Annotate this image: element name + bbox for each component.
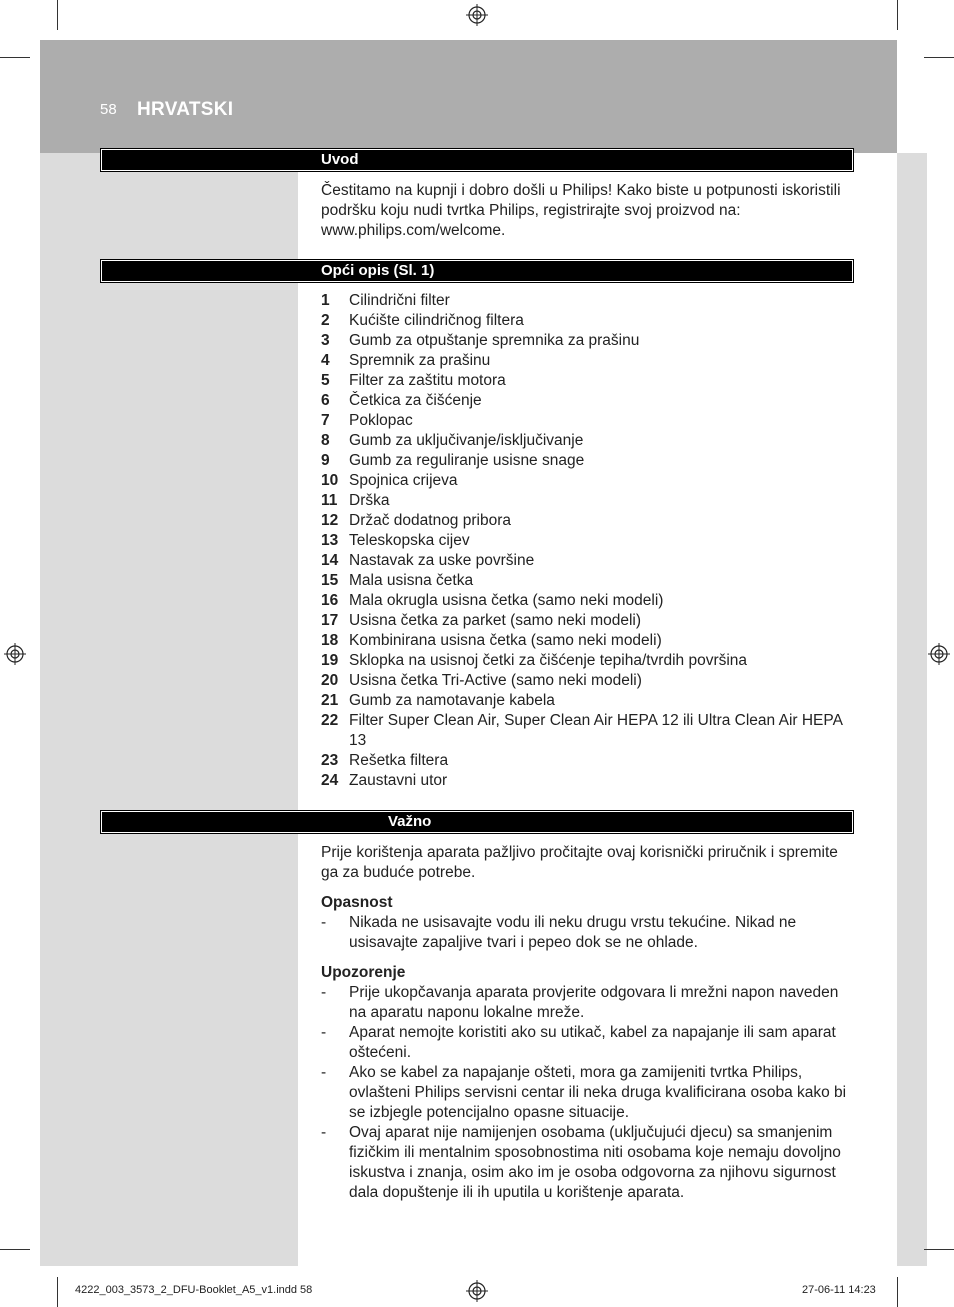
list-item-text: Prije ukopčavanja aparata provjerite odgovara li mrežni napon naveden na aparatu naponu lokalne mreže. (349, 984, 839, 1021)
list-item (321, 371, 857, 391)
list-item-text: Usisna četka za parket (samo neki modeli) (349, 612, 642, 629)
crop-mark-bottom-right-h (924, 1249, 954, 1250)
dash-bullet: - (321, 1064, 327, 1081)
left-margin-column (40, 153, 298, 1266)
crop-mark-top-right-v (897, 0, 898, 30)
crop-mark-bottom-left-v (57, 1277, 58, 1307)
list-item (321, 551, 857, 571)
registration-mark-left-icon (4, 643, 26, 665)
list-item-number: 8 (321, 432, 330, 449)
list-item-text: Poklopac (349, 412, 413, 429)
list-item (321, 913, 857, 953)
list-item (321, 751, 857, 771)
warning-heading: Upozorenje (321, 964, 406, 981)
list-item-number: 18 (321, 632, 339, 649)
header-band (40, 40, 897, 153)
important-intro: Prije korištenja aparata pažljivo pročitajte ovaj korisnički priručnik i spremite ga za buduće potrebe. (321, 844, 838, 881)
list-item-number: 16 (321, 592, 339, 609)
list-item-text: Nastavak za uske površine (349, 552, 535, 569)
important-text-block (321, 843, 857, 1203)
crop-mark-top-right-h (924, 57, 954, 58)
list-item-text: Spojnica crijeva (349, 472, 458, 489)
list-item-number: 7 (321, 412, 330, 429)
list-item-text: Kućište cilindričnog filtera (349, 312, 524, 329)
list-item-number: 17 (321, 612, 339, 629)
section-bar-important (100, 810, 854, 834)
registration-mark-right-icon (928, 643, 950, 665)
list-item-text: Držač dodatnog pribora (349, 512, 511, 529)
list-item-number: 23 (321, 752, 339, 769)
list-item (321, 1063, 857, 1123)
list-item (321, 771, 857, 791)
section-title-important: Važno (388, 813, 432, 830)
list-item-number: 2 (321, 312, 330, 329)
list-item-number: 19 (321, 652, 339, 669)
list-item-text: Gumb za reguliranje usisne snage (349, 452, 585, 469)
dash-bullet: - (321, 1024, 327, 1041)
list-item-text: Filter za zaštitu motora (349, 372, 506, 389)
list-item (321, 311, 857, 331)
list-item-text: Mala usisna četka (349, 572, 474, 589)
list-item-number: 3 (321, 332, 330, 349)
list-item (321, 571, 857, 591)
list-item-text: Zaustavni utor (349, 772, 448, 789)
list-item-number: 12 (321, 512, 339, 529)
warning-list (321, 983, 857, 1203)
intro-paragraph: Čestitamo na kupnji i dobro došli u Philips! Kako biste u potpunosti iskoristili podršku koju nudi tvrtka Philips, registrirajte svoj proizvod na: www.philips.com/welcome. (321, 182, 841, 239)
list-item-text: Rešetka filtera (349, 752, 449, 769)
list-item-text: Kombinirana usisna četka (samo neki modeli) (349, 632, 662, 649)
list-item-text: Gumb za uključivanje/isključivanje (349, 432, 584, 449)
list-item-number: 15 (321, 572, 339, 589)
list-item-number: 4 (321, 352, 330, 369)
section-bar-intro (100, 148, 854, 172)
dash-bullet: - (321, 984, 327, 1001)
list-item (321, 651, 857, 671)
list-item (321, 351, 857, 371)
list-item-number: 5 (321, 372, 330, 389)
crop-mark-top-left-v (57, 0, 58, 30)
list-item-number: 6 (321, 392, 330, 409)
list-item-text: Filter Super Clean Air, Super Clean Air HEPA 12 ili Ultra Clean Air HEPA 13 (349, 712, 843, 749)
list-item (321, 511, 857, 531)
list-item-number: 13 (321, 532, 339, 549)
danger-heading: Opasnost (321, 894, 393, 911)
crop-mark-bottom-right-v (897, 1277, 898, 1307)
list-item-number: 10 (321, 472, 339, 489)
dash-bullet: - (321, 914, 327, 931)
list-item (321, 291, 857, 311)
list-item (321, 431, 857, 451)
list-item-text: Ovaj aparat nije namijenjen osobama (uključujući djecu) sa smanjenim fizičkim ili mentalnim sposobnostima niti osobama koje nemaju dovoljno iskustva i znanja, osim ako im je osoba odgovorna za njihovu sigurnost dala dopuštenje ili ih uputila u korištenje aparata. (349, 1124, 841, 1201)
list-item (321, 711, 857, 751)
list-item-number: 24 (321, 772, 339, 789)
list-item-text: Gumb za namotavanje kabela (349, 692, 555, 709)
list-item (321, 451, 857, 471)
list-item-number: 21 (321, 692, 339, 709)
list-item (321, 411, 857, 431)
list-item-number: 9 (321, 452, 330, 469)
list-item (321, 591, 857, 611)
list-item-number: 20 (321, 672, 339, 689)
crop-mark-bottom-left-h (0, 1249, 30, 1250)
list-item-number: 14 (321, 552, 339, 569)
footer-file-name: 4222_003_3573_2_DFU-Booklet_A5_v1.indd 58 (75, 1284, 313, 1296)
registration-mark-bottom-icon (466, 1280, 488, 1302)
dash-bullet: - (321, 1124, 327, 1141)
list-item (321, 983, 857, 1023)
list-item (321, 491, 857, 511)
language-title: HRVATSKI (137, 99, 234, 120)
list-item-text: Mala okrugla usisna četka (samo neki modeli) (349, 592, 664, 609)
list-item (321, 531, 857, 551)
list-item (321, 1023, 857, 1063)
right-margin-strip (897, 153, 927, 1266)
list-item-number: 22 (321, 712, 339, 729)
section-bar-general (100, 259, 854, 283)
list-item-text: Ako se kabel za napajanje ošteti, mora ga zamijeniti tvrtka Philips, ovlašteni Philips servisni centar ili neka druga kvalificirana osoba kako bi se izbjegle potencijalno opasne situacije. (349, 1064, 847, 1121)
list-item (321, 1123, 857, 1203)
list-item-text: Usisna četka Tri-Active (samo neki modeli) (349, 672, 642, 689)
list-item (321, 671, 857, 691)
list-item-text: Četkica za čišćenje (349, 392, 482, 409)
list-item (321, 471, 857, 491)
list-item-number: 1 (321, 292, 330, 309)
list-item-text: Drška (349, 492, 390, 509)
list-item (321, 631, 857, 651)
crop-mark-top-left-h (0, 57, 30, 58)
list-item-text: Nikada ne usisavajte vodu ili neku drugu vrstu tekućine. Nikad ne usisavajte zapaljive tvari i pepeo dok se ne ohlade. (349, 914, 797, 951)
list-item (321, 331, 857, 351)
list-item (321, 611, 857, 631)
list-item-text: Teleskopska cijev (349, 532, 470, 549)
intro-text-block (321, 181, 857, 241)
danger-list (321, 913, 857, 953)
list-item-text: Sklopka na usisnoj četki za čišćenje tepiha/tvrdih površina (349, 652, 748, 669)
list-item-text: Cilindrični filter (349, 292, 450, 309)
list-item-number: 11 (321, 492, 338, 509)
list-item-text: Gumb za otpuštanje spremnika za prašinu (349, 332, 640, 349)
section-title-general: Opći opis (Sl. 1) (321, 262, 435, 279)
footer-date: 27-06-11 14:23 (802, 1284, 876, 1296)
list-item (321, 691, 857, 711)
parts-list (321, 291, 857, 791)
registration-mark-top-icon (466, 4, 488, 26)
section-title-intro: Uvod (321, 151, 359, 168)
list-item-text: Aparat nemojte koristiti ako su utikač, kabel za napajanje ili sam aparat oštećeni. (349, 1024, 836, 1061)
list-item (321, 391, 857, 411)
list-item-text: Spremnik za prašinu (349, 352, 491, 369)
page-number: 58 (100, 101, 117, 118)
